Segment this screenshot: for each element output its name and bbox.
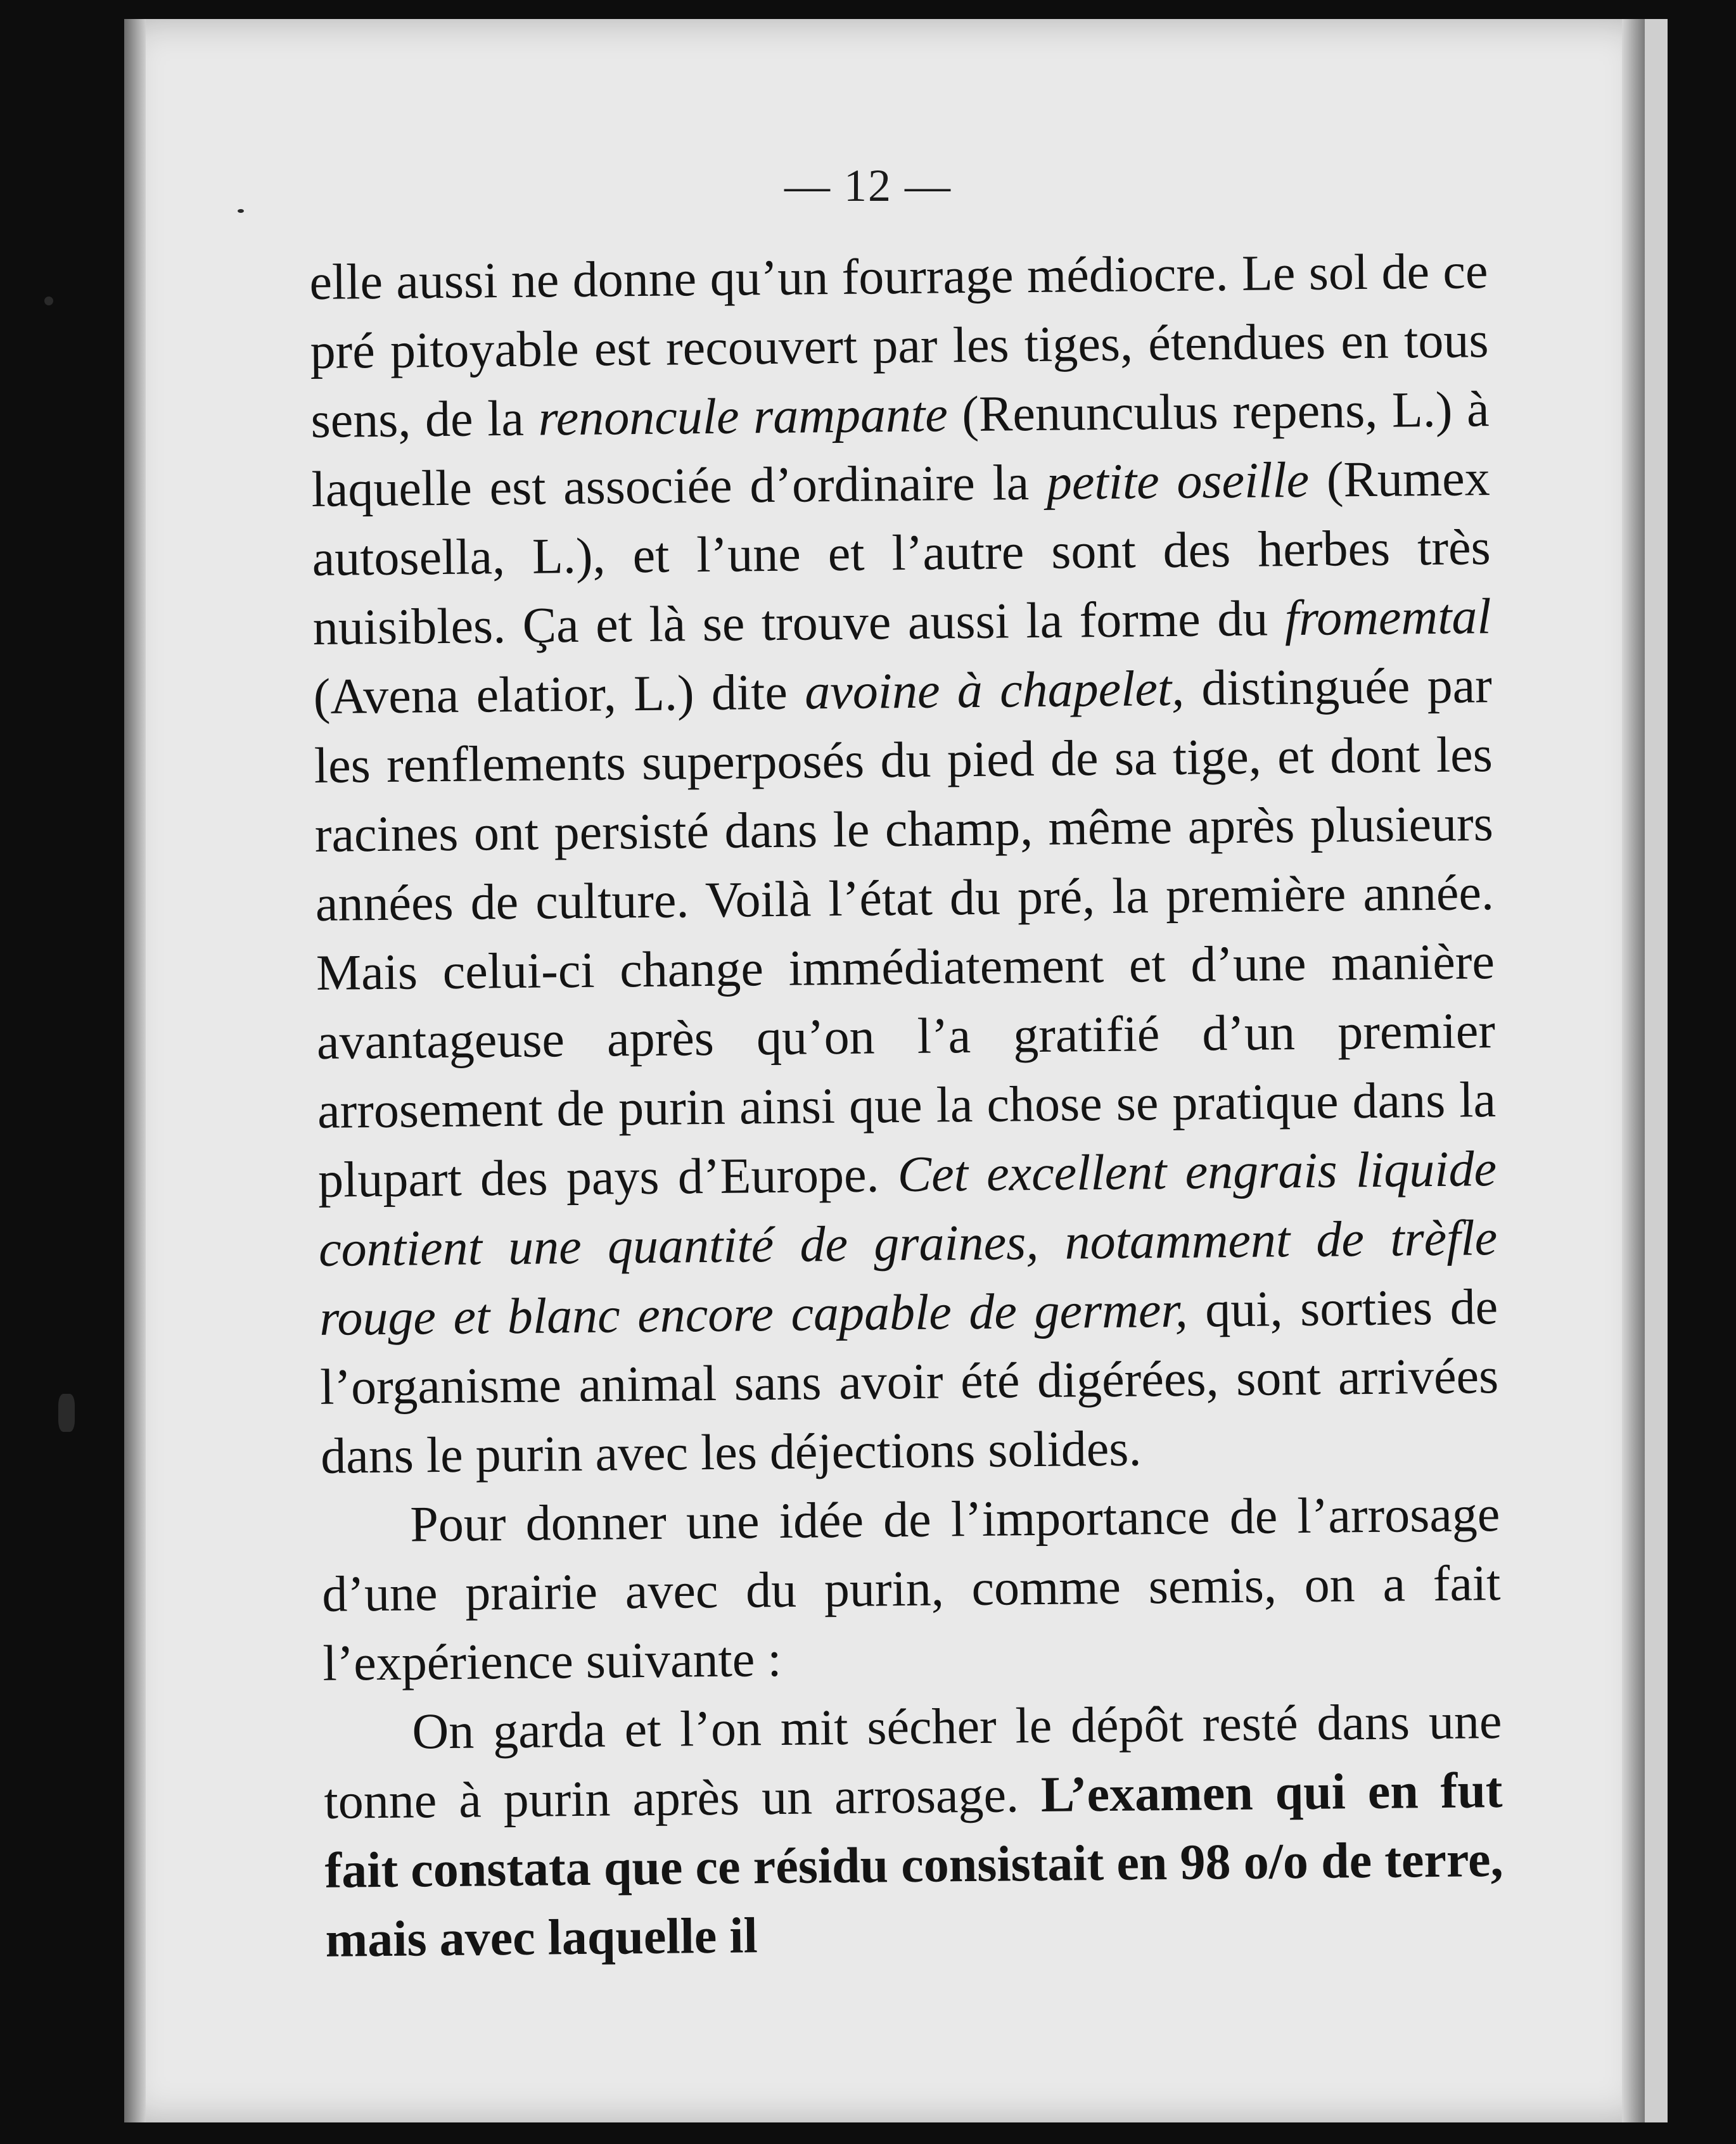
page-binding-edge xyxy=(124,19,146,2122)
scan-speck xyxy=(58,1394,75,1432)
text-run: qui, sorties de l’organisme animal sans avoir été digérées, sont arrivées dans le purin avec les déjections solides. xyxy=(319,1279,1499,1484)
text-run: (Avena elatior, L.) dite xyxy=(313,664,805,725)
italic-term-avoine: avoine à chapelet, xyxy=(804,660,1185,720)
text-run: Pour donner une idée de l’importance de l’arrosage d’une prairie avec du purin, comme semis, on a fait l’expérience suivante : xyxy=(321,1486,1501,1692)
text-run: (Rumex autosella, L.), et l’une et l’autre sont des herbes très nuisibles. Ça et là se trouve aussi la forme du xyxy=(312,450,1491,656)
text-run: elle aussi ne donne qu’un fourrage médiocre. Le sol de ce pré pitoyable est recouvert par les tiges, étendues en tous sens, de la xyxy=(309,243,1489,449)
body-text xyxy=(309,237,1504,1975)
text-run: distinguée par les renflements superposés du pied de sa tige, et dont les racines ont persisté dans le champ, même après plusieurs années de culture. Voilà l’état du pré, la première année. Mais celui-ci change immédiatement et d’une manière avantageuse après qu’on l’a gratifié d’un premier arrosement de purin ainsi que la chose se pratique dans la plupart des pays d’Europe. xyxy=(314,658,1497,1208)
bold-text-run: L’examen qui en fut fait constata que ce résidu consistait en 98 o/o de terre, mais avec laquelle il xyxy=(324,1763,1503,1968)
italic-term-renoncule: renoncule rampante xyxy=(538,386,948,447)
paragraph-2 xyxy=(321,1480,1502,1699)
page-number: — 12 — xyxy=(784,160,952,211)
next-page-strip xyxy=(1645,19,1668,2122)
scan-speck xyxy=(44,297,53,305)
paragraph-3 xyxy=(323,1687,1504,1975)
text-run: On garda et l’on mit sécher le dépôt resté dans une tonne à purin après un arrosage. xyxy=(324,1694,1502,1830)
page-outer-edge xyxy=(1622,19,1645,2122)
italic-term-fromemtal: fromemtal xyxy=(1284,589,1492,647)
text-run: (Renunculus repens, L.) à laquelle est associée d’ordinaire la xyxy=(311,381,1490,518)
paragraph-1 xyxy=(309,237,1500,1491)
italic-term-oseille: petite oseille xyxy=(1046,452,1310,511)
italic-sentence-engrais: Cet excellent engrais liquide contient une quantité de graines, notamment de trèfle rouge et blanc encore capable de germer, xyxy=(318,1141,1498,1346)
